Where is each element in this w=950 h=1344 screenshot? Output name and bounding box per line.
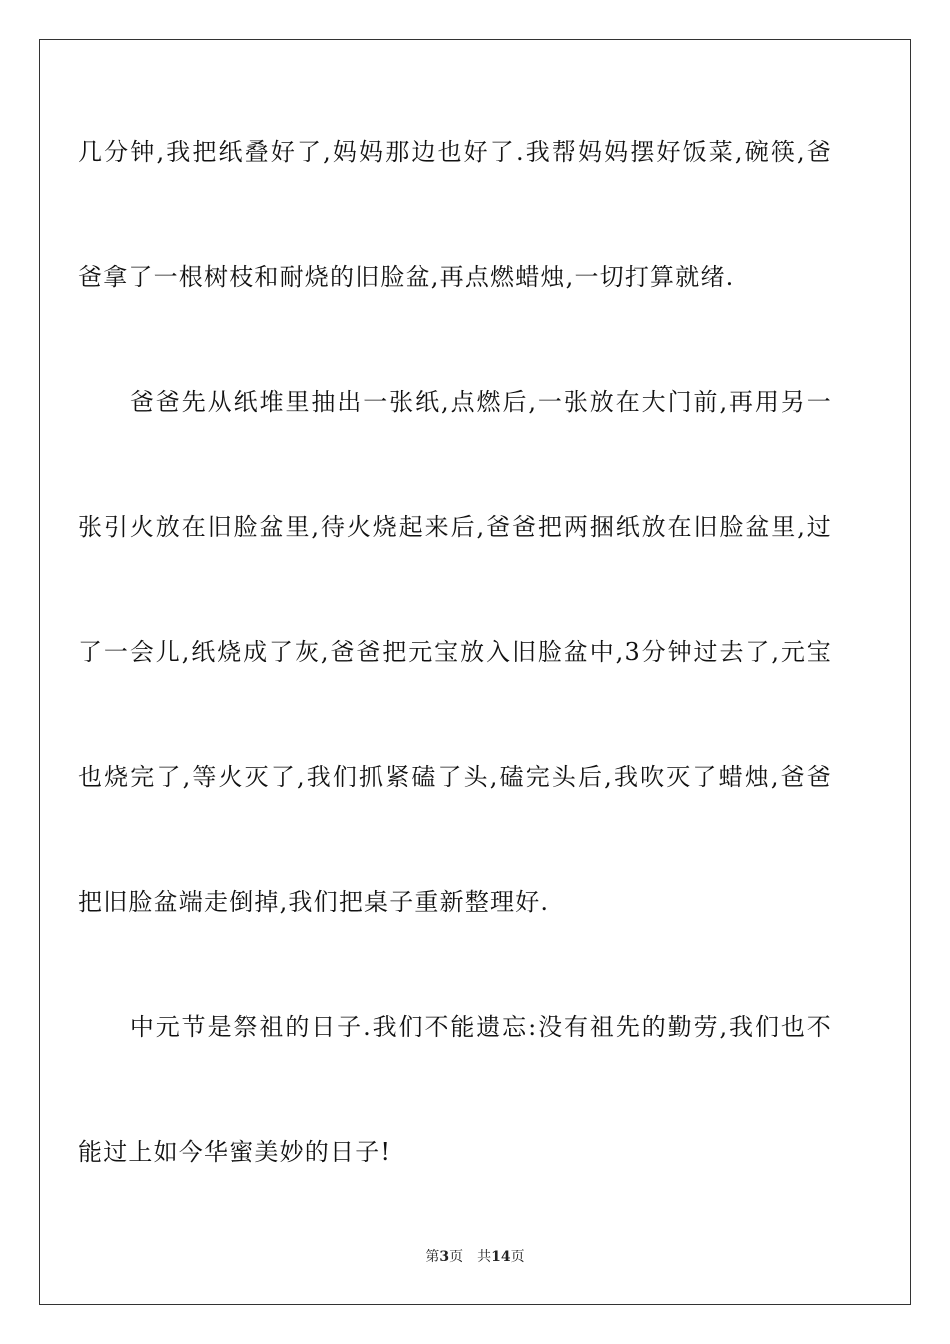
page-frame [39,39,911,1305]
text-line: 中元节是祭祖的日子.我们不能遗忘:没有祖先的勤劳,我们也不 [78,1013,832,1041]
text-line: 了一会儿,纸烧成了灰,爸爸把元宝放入旧脸盆中,3分钟过去了,元宝 [78,638,832,666]
footer-total-suffix: 页 [510,1249,525,1265]
footer-prefix: 第 [425,1249,440,1265]
footer-page-suffix: 页 [449,1249,464,1265]
text-line: 爸爸先从纸堆里抽出一张纸,点燃后,一张放在大门前,再用另一 [78,388,832,416]
text-line: 能过上如今华蜜美妙的日子! [78,1138,392,1166]
current-page-number: 3 [439,1249,450,1265]
footer-total-prefix: 共 [477,1249,492,1265]
text-line: 把旧脸盆端走倒掉,我们把桌子重新整理好. [78,888,550,916]
text-line: 几分钟,我把纸叠好了,妈妈那边也好了.我帮妈妈摆好饭菜,碗筷,爸 [78,138,832,166]
page-footer [0,1248,950,1266]
text-line: 也烧完了,等火灭了,我们抓紧磕了头,磕完头后,我吹灭了蜡烛,爸爸 [78,763,832,791]
text-line: 爸拿了一根树枝和耐烧的旧脸盆,再点燃蜡烛,一切打算就绪. [78,263,735,291]
total-page-number: 14 [491,1249,511,1265]
text-line: 张引火放在旧脸盆里,待火烧起来后,爸爸把两捆纸放在旧脸盆里,过 [78,513,832,541]
